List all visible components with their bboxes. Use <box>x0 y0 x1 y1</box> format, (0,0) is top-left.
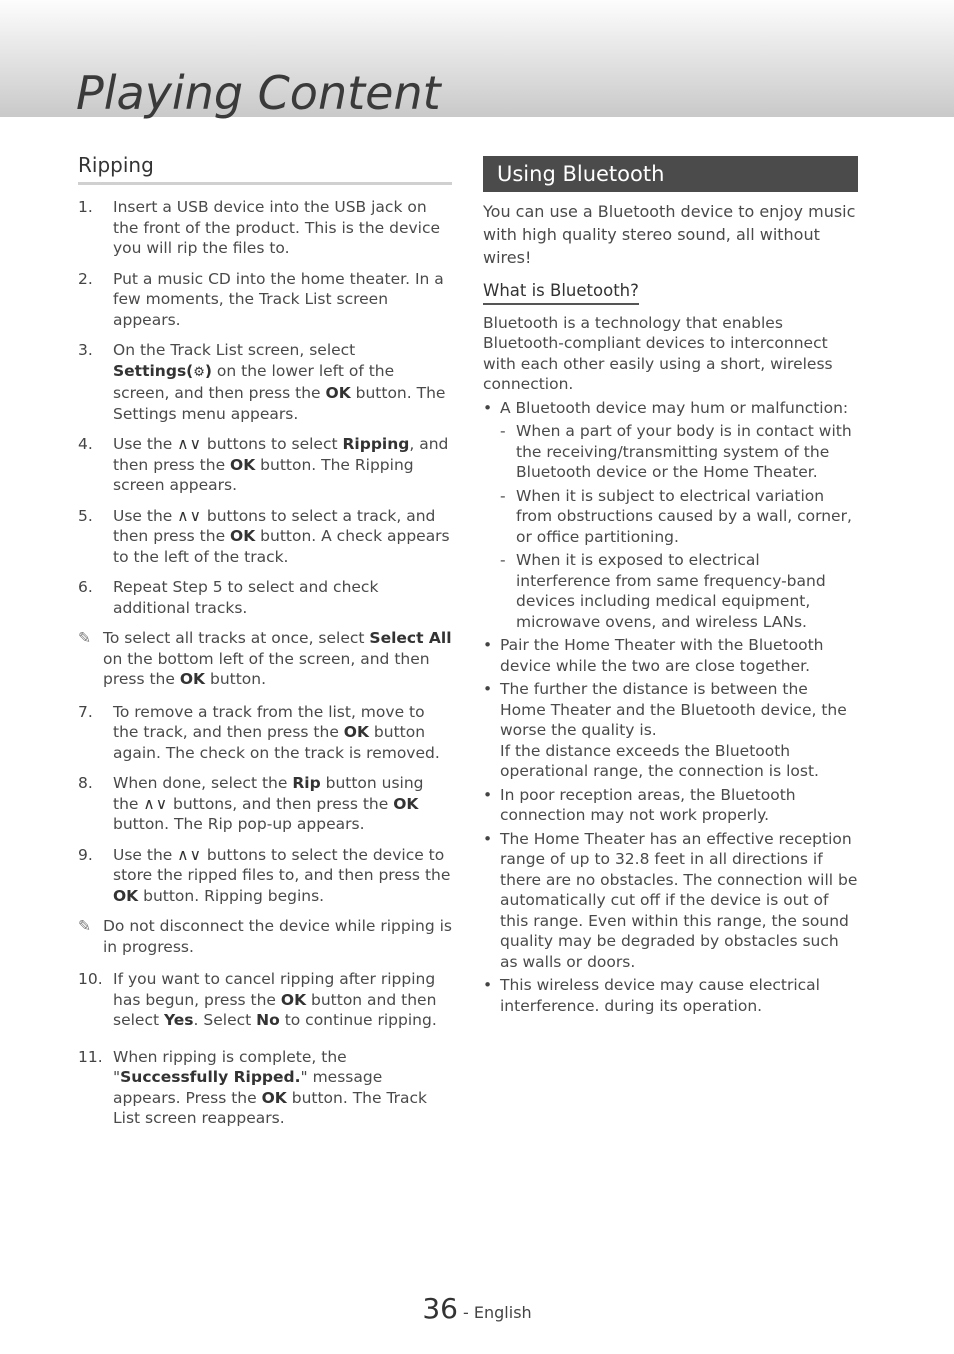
bluetooth-heading: Using Bluetooth <box>483 156 858 192</box>
sub-item <box>483 550 858 632</box>
bluetooth-section <box>483 156 858 1016</box>
step-1 <box>78 197 452 259</box>
step-3 <box>78 340 452 424</box>
note-text: Do not disconnect the device while ripping is in progress. <box>103 917 453 956</box>
step-number: 1. <box>78 198 93 216</box>
sub-text: When it is subject to electrical variation from obstructions caused by a wall, corner, or office partitioning. <box>516 486 852 546</box>
note-select-all <box>78 628 452 690</box>
text-segment: , and then press the <box>113 435 449 474</box>
bullet-text: A Bluetooth device may hum or malfunction: <box>500 398 849 417</box>
bluetooth-description: Bluetooth is a technology that enables Bluetooth-compliant devices to interconnect with each other easily using a short, wireless connection. <box>483 313 833 393</box>
note-do-not-disconnect <box>78 916 452 957</box>
step-text <box>113 969 452 1031</box>
step-text: Insert a USB device into the USB jack on the front of the product. This is the device you will rip the files to. <box>113 198 441 257</box>
step-text: Put a music CD into the home theater. In a few moments, the Track List screen appears. <box>113 269 444 329</box>
step-number: 11. <box>78 1047 103 1066</box>
text-segment: button. <box>205 670 267 688</box>
step-5 <box>78 506 452 568</box>
ok-keyword: OK <box>343 723 369 741</box>
what-is-bluetooth-heading: What is Bluetooth? <box>483 281 639 305</box>
text-segment: on the lower left of the screen, and then press the <box>113 361 395 402</box>
step-text <box>113 506 452 568</box>
step-number: 8. <box>78 774 93 792</box>
step-text <box>113 773 452 835</box>
bullet-dot: • <box>483 398 493 417</box>
text-segment: button. The Settings menu appears. <box>113 384 446 423</box>
step-2 <box>78 269 452 331</box>
step-number: 7. <box>78 702 93 721</box>
page-language: - English <box>457 1303 532 1322</box>
yes-keyword: Yes <box>163 1011 194 1029</box>
text-segment: button. Ripping begins. <box>138 886 325 905</box>
up-down-arrows-icon: ∧∨ <box>177 435 202 453</box>
step-number: 2. <box>78 269 93 288</box>
note-text <box>103 628 452 690</box>
step-text <box>113 1047 452 1129</box>
step-9 <box>78 845 452 907</box>
bullet-text: Pair the Home Theater with the Bluetooth device while the two are close together. <box>500 636 824 675</box>
bullet-item <box>483 398 858 419</box>
sub-text: When a part of your body is in contact with the receiving/transmitting system of the Bluetooth device or the Home Theater. <box>516 422 852 481</box>
step-number: 5. <box>78 506 93 525</box>
bullet-extra-text: If the distance exceeds the Bluetooth operational range, the connection is lost. <box>500 741 819 780</box>
bullet-text: In poor reception areas, the Bluetooth connection may not work properly. <box>500 785 796 824</box>
note-pencil-icon: ✎ <box>78 629 91 647</box>
ok-keyword: OK <box>280 990 307 1009</box>
select-all-keyword: Select All <box>369 629 452 647</box>
page-number: 36 <box>422 1292 458 1325</box>
bluetooth-intro: You can use a Bluetooth device to enjoy music with high quality stereo sound, all without wires! <box>483 202 856 267</box>
bullet-item <box>483 829 858 973</box>
step-text: Repeat Step 5 to select and check additional tracks. <box>113 578 379 617</box>
text-segment: buttons to select a track, and then press the <box>113 506 436 545</box>
ripping-keyword: Ripping <box>342 435 410 453</box>
sub-dash: - <box>500 422 506 440</box>
bullet-item <box>483 975 858 1016</box>
ripping-section <box>78 150 452 1139</box>
ok-keyword: OK <box>179 670 206 688</box>
text-segment: button. The Track List screen reappears. <box>113 1088 428 1127</box>
step-text <box>113 845 452 907</box>
step-11 <box>78 1047 452 1129</box>
bullet-item <box>483 679 858 782</box>
ok-keyword: OK <box>393 794 419 813</box>
ripping-heading: Ripping <box>78 150 452 185</box>
rip-keyword: Rip <box>292 774 321 792</box>
settings-keyword: Settings( <box>113 361 194 380</box>
text-segment: on the bottom left of the screen, and then press the <box>103 649 430 688</box>
gear-icon: ⚙ <box>193 364 205 380</box>
bullet-text <box>500 679 858 782</box>
text-segment: buttons to select the device to store the ripped files to, and then press the <box>113 845 451 884</box>
page-title: Playing Content <box>76 66 441 120</box>
text-segment: The further the distance is between the Home Theater and the Bluetooth device, the worse the quality is. <box>500 680 847 739</box>
text-segment: buttons, and then press the <box>168 794 394 813</box>
ok-keyword: OK <box>325 384 351 402</box>
step-text <box>113 340 452 424</box>
no-keyword: No <box>256 1011 280 1029</box>
up-down-arrows-icon: ∧∨ <box>177 845 202 864</box>
header-banner <box>0 0 954 120</box>
ok-keyword: OK <box>113 886 139 905</box>
text-segment: buttons to select <box>201 435 343 453</box>
text-segment: button. A check appears to the left of the track. <box>113 527 450 566</box>
sub-item <box>483 486 858 548</box>
page-footer <box>0 1292 954 1325</box>
step-number: 10. <box>78 970 103 988</box>
sub-dash: - <box>500 551 506 569</box>
step-7 <box>78 702 452 764</box>
text-segment: to continue ripping. <box>279 1011 437 1029</box>
step-text <box>113 434 452 496</box>
text-segment: button. The Ripping screen appears. <box>113 455 414 494</box>
sub-text: When it is exposed to electrical interference from same frequency-band devices including medical equipment, microwave ovens, and wireless LANs. <box>516 551 826 631</box>
text-segment: Use the <box>113 845 178 864</box>
note-pencil-icon: ✎ <box>78 917 91 935</box>
text-segment: When done, select the <box>113 774 293 792</box>
bullet-dot: • <box>483 636 493 654</box>
text-segment: When ripping is complete, the " <box>113 1047 347 1086</box>
text-segment: To remove a track from the list, move to the track, and then press the <box>113 702 425 741</box>
step-8 <box>78 773 452 835</box>
text-segment: Use the <box>113 506 178 525</box>
up-down-arrows-icon: ∧∨ <box>177 506 202 525</box>
bullet-dot: • <box>483 785 493 804</box>
step-4 <box>78 434 452 496</box>
text-segment: button using the <box>113 774 424 813</box>
bullet-dot: • <box>483 829 493 848</box>
bullet-item <box>483 635 858 676</box>
step-number: 6. <box>78 578 93 596</box>
step-number: 3. <box>78 341 93 359</box>
text-segment: button and then select <box>113 990 437 1029</box>
text-segment: On the Track List screen, select <box>113 341 356 359</box>
bullet-dot: • <box>483 680 493 698</box>
text-segment: If you want to cancel ripping after ripping has begun, press the <box>113 970 436 1009</box>
step-number: 9. <box>78 845 93 864</box>
step-text <box>113 702 452 764</box>
bullet-item <box>483 785 858 826</box>
ok-keyword: OK <box>261 1088 287 1107</box>
successfully-ripped-keyword: Successfully Ripped. <box>120 1068 301 1086</box>
keyword-close: ) <box>204 361 212 380</box>
step-number: 4. <box>78 435 93 453</box>
step-10 <box>78 969 452 1031</box>
text-segment: button. The Rip pop-up appears. <box>113 815 365 833</box>
bullet-text: This wireless device may cause electrical interference. during its operation. <box>500 976 820 1015</box>
sub-dash: - <box>500 486 506 505</box>
bullet-text: The Home Theater has an effective reception range of up to 32.8 feet in all directions if there are no obstacles. The connection will be automatically cut off if the device is out of this range. Even within this range, the sound quality may be degraded by obstacles such as walls or doors. <box>500 829 858 971</box>
step-6 <box>78 577 452 618</box>
text-segment: button again. The check on the track is removed. <box>113 723 440 762</box>
bullet-dot: • <box>483 976 493 994</box>
text-segment: " message appears. Press the <box>113 1068 383 1107</box>
text-segment: To select all tracks at once, select <box>103 629 370 647</box>
up-down-arrows-icon: ∧∨ <box>143 794 169 813</box>
text-segment: Use the <box>113 435 178 453</box>
ok-keyword: OK <box>230 527 256 545</box>
sub-item <box>483 421 858 483</box>
text-segment: . Select <box>193 1011 257 1029</box>
ok-keyword: OK <box>230 455 256 474</box>
